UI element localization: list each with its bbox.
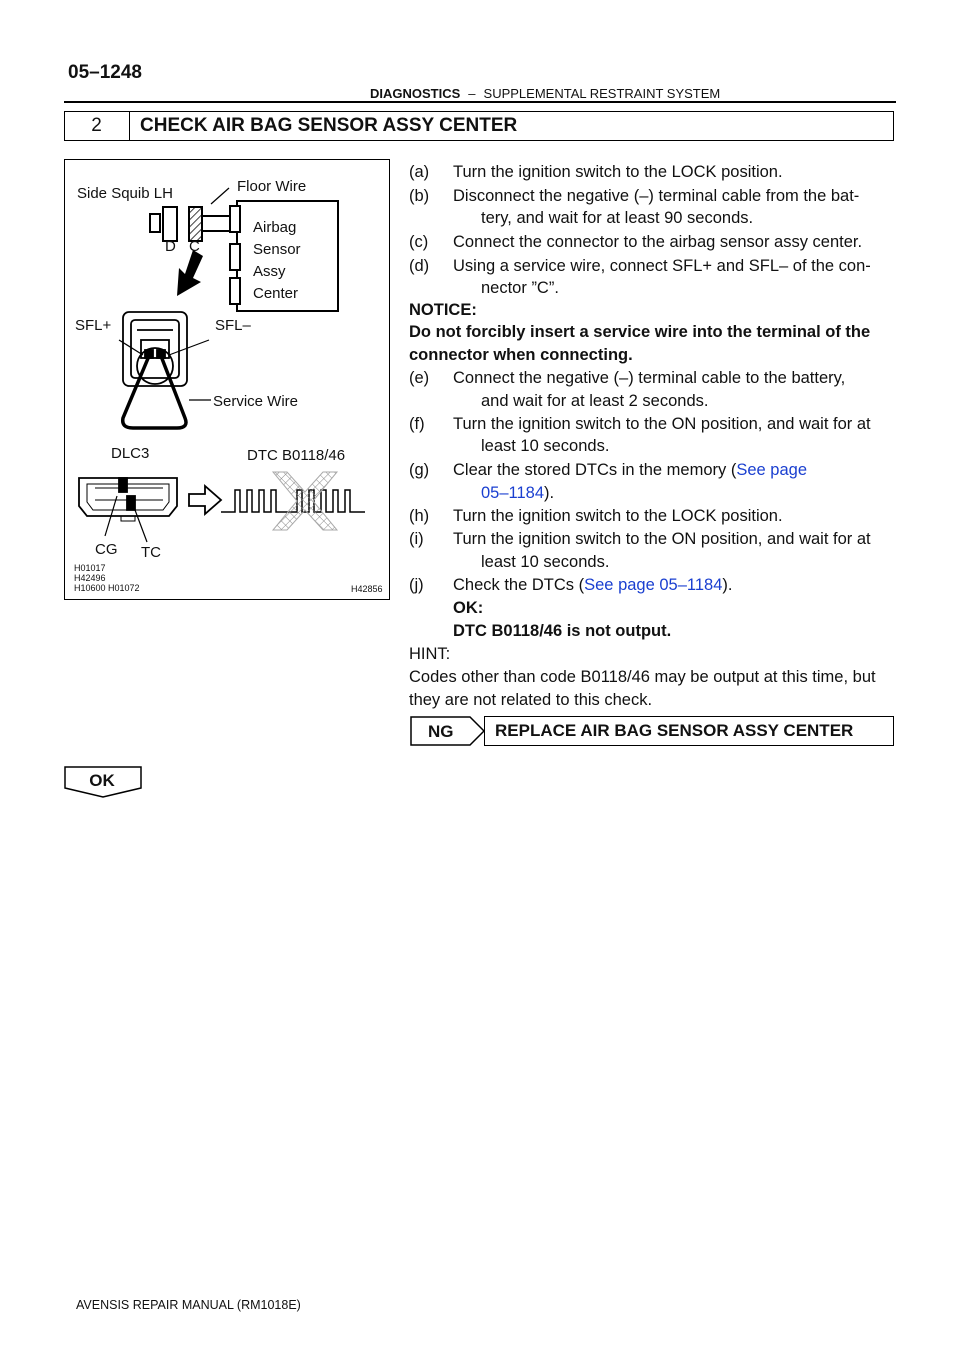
step-j-close: ). bbox=[722, 576, 733, 594]
step-j-text-start: Check the DTCs ( bbox=[453, 576, 585, 594]
header-section: DIAGNOSTICS bbox=[370, 86, 461, 101]
step-f-text-cont: least 10 seconds. bbox=[481, 437, 610, 455]
step-g-text-start: Clear the stored DTCs in the memory ( bbox=[453, 461, 737, 479]
arrow-right-icon bbox=[189, 486, 221, 514]
label-sfl-minus: SFL– bbox=[215, 317, 251, 334]
step-f-label: (f) bbox=[409, 415, 425, 433]
ng-action: REPLACE AIR BAG SENSOR ASSY CENTER bbox=[484, 716, 894, 746]
diagram-figure bbox=[64, 159, 390, 600]
label-connector-c: C bbox=[189, 238, 200, 255]
step-g-text bbox=[453, 458, 807, 482]
see-page-link[interactable]: See page bbox=[736, 461, 807, 479]
label-service-wire: Service Wire bbox=[213, 393, 299, 410]
step-e-label: (e) bbox=[409, 369, 430, 387]
step-i-text-cont: least 10 seconds. bbox=[481, 553, 610, 571]
label-cg: CG bbox=[95, 541, 118, 558]
ng-label: NG bbox=[428, 722, 454, 741]
notice-text: Do not forcibly insert a service wire into the terminal of the bbox=[409, 323, 871, 341]
step-number: 2 bbox=[64, 111, 130, 141]
figure-ref-codes bbox=[74, 563, 140, 593]
step-e-text-cont: and wait for at least 2 seconds. bbox=[481, 392, 709, 410]
step-title: CHECK AIR BAG SENSOR ASSY CENTER bbox=[140, 115, 518, 136]
step-f-text: Turn the ignition switch to the ON position, and wait for at bbox=[453, 415, 871, 433]
notice-title: NOTICE: bbox=[409, 301, 477, 319]
step-d-text: Using a service wire, connect SFL+ and SFL– of the con- bbox=[453, 257, 871, 275]
step-i-label: (i) bbox=[409, 530, 424, 548]
step-a-label: (a) bbox=[409, 163, 430, 181]
label-dtc: DTC B0118/46 bbox=[247, 447, 346, 464]
arrow-down-icon bbox=[177, 250, 203, 296]
ok-criteria-title: OK: bbox=[453, 599, 484, 617]
step-j-text bbox=[453, 573, 732, 597]
floor-wire-connector bbox=[189, 207, 202, 241]
airbag-sensor-line: Center bbox=[253, 285, 299, 302]
label-sfl-plus: SFL+ bbox=[75, 317, 112, 334]
dlc3-connector bbox=[79, 478, 177, 521]
see-page-link[interactable]: 05–1184 bbox=[481, 484, 545, 502]
step-b-text-cont: tery, and wait for at least 90 seconds. bbox=[481, 209, 754, 227]
hint-title: HINT: bbox=[409, 645, 451, 663]
step-h-label: (h) bbox=[409, 507, 430, 525]
step-i-text: Turn the ignition switch to the ON position, and wait for at bbox=[453, 530, 871, 548]
hint-text-cont: they are not related to this check. bbox=[409, 691, 653, 709]
airbag-sensor-line: Airbag bbox=[253, 219, 297, 236]
page-footer: AVENSIS REPAIR MANUAL (RM1018E) bbox=[76, 1298, 301, 1312]
page-header bbox=[370, 86, 720, 101]
label-tc: TC bbox=[141, 544, 161, 561]
step-c-text: Connect the connector to the airbag sensor assy center. bbox=[453, 233, 863, 251]
ok-label: OK bbox=[89, 771, 115, 790]
step-b-label: (b) bbox=[409, 187, 430, 205]
ref-code: H10600 H01072 bbox=[74, 583, 140, 593]
step-d-text-cont: nector ”C”. bbox=[481, 279, 559, 297]
label-airbag-sensor bbox=[253, 217, 301, 305]
step-a-text: Turn the ignition switch to the LOCK position. bbox=[453, 163, 783, 181]
header-subsection: SUPPLEMENTAL RESTRAINT SYSTEM bbox=[483, 86, 721, 101]
step-d-label: (d) bbox=[409, 257, 430, 275]
cross-out-mark bbox=[273, 472, 337, 530]
notice-text-cont: connector when connecting. bbox=[409, 346, 633, 364]
airbag-sensor-line: Assy bbox=[253, 263, 286, 280]
step-c-label: (c) bbox=[409, 233, 429, 251]
side-squib-connector bbox=[150, 207, 177, 241]
step-g-close: ). bbox=[544, 484, 555, 502]
ref-code: H01017 bbox=[74, 563, 106, 573]
step-g-text-cont bbox=[481, 481, 554, 505]
step-h-text: Turn the ignition switch to the LOCK position. bbox=[453, 507, 783, 525]
diagram-drawing bbox=[65, 160, 391, 601]
see-page-link[interactable]: See page 05–1184 bbox=[584, 576, 723, 594]
label-connector-d: D bbox=[165, 238, 176, 255]
leader-line bbox=[169, 340, 209, 355]
step-j-label: (j) bbox=[409, 576, 424, 594]
figure-ref-right: H42856 bbox=[351, 584, 383, 594]
ok-criteria-text: DTC B0118/46 is not output. bbox=[453, 622, 672, 640]
header-rule bbox=[64, 101, 896, 103]
hint-text: Codes other than code B0118/46 may be output at this time, but bbox=[409, 668, 876, 686]
step-g-label: (g) bbox=[409, 461, 430, 479]
leader-line bbox=[135, 510, 147, 542]
step-e-text: Connect the negative (–) terminal cable to the battery, bbox=[453, 369, 846, 387]
service-wire bbox=[123, 356, 186, 428]
airbag-sensor-line: Sensor bbox=[253, 241, 301, 258]
leader-line bbox=[211, 188, 229, 204]
step-b-text: Disconnect the negative (–) terminal cable from the bat- bbox=[453, 187, 860, 205]
ref-code: H42496 bbox=[74, 573, 106, 583]
page-number: 05–1248 bbox=[68, 62, 142, 83]
label-floor-wire: Floor Wire bbox=[237, 178, 307, 195]
label-dlc3: DLC3 bbox=[111, 445, 150, 462]
label-side-squib: Side Squib LH bbox=[77, 185, 173, 202]
sensor-terminals bbox=[230, 206, 240, 304]
header-separator: – bbox=[468, 86, 476, 101]
